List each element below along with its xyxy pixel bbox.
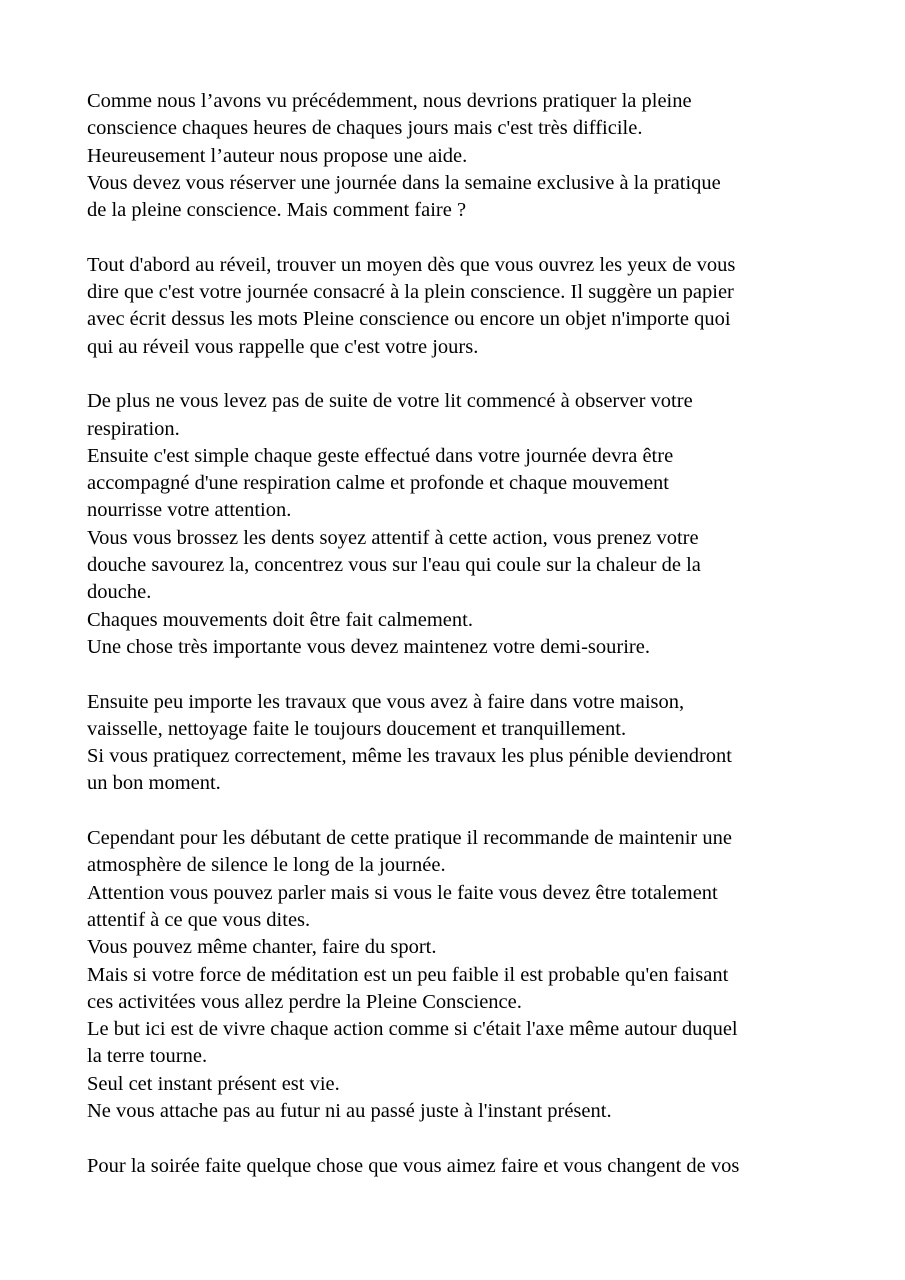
text-line: Vous pouvez même chanter, faire du sport. [87,936,437,959]
text-line: de la pleine conscience. Mais comment faire ? [87,199,467,222]
text-line: la terre tourne. [87,1045,208,1068]
text-line: Ensuite peu importe les travaux que vous avez à faire dans votre maison, [87,690,685,713]
text-line: nourrisse votre attention. [87,499,292,522]
text-line: respiration. [87,417,180,440]
text-line: Comme nous l’avons vu précédemment, nous devrions pratiquer la pleine [87,90,692,112]
text-line: douche savourez la, concentrez vous sur l'eau qui coule sur la chaleur de la [87,554,701,577]
text-line: vaisselle, nettoyage faite le toujours doucement et tranquillement. [87,717,627,740]
text-line: un bon moment. [87,772,221,795]
text-line: Tout d'abord au réveil, trouver un moyen dès que vous ouvrez les yeux de vous [87,253,736,276]
text-line: Cependant pour les débutant de cette pratique il recommande de maintenir une [87,827,732,850]
paragraph [87,252,827,361]
paragraph [87,88,827,224]
text-line: qui au réveil vous rappelle que c'est votre jours. [87,335,479,358]
text-line: Vous vous brossez les dents soyez attentif à cette action, vous prenez votre [87,526,699,549]
text-line: accompagné d'une respiration calme et profonde et chaque mouvement [87,472,670,495]
text-line: Ne vous attache pas au futur ni au passé juste à l'instant présent. [87,1099,612,1122]
text-line: attentif à ce que vous dites. [87,908,311,931]
text-line: De plus ne vous levez pas de suite de votre lit commencé à observer votre [87,390,693,413]
text-line: Le but ici est de vivre chaque action comme si c'était l'axe même autour duquel [87,1018,738,1041]
text-line: Ensuite c'est simple chaque geste effectué dans votre journée devra être [87,444,674,467]
paragraph [87,1153,827,1180]
text-line: ces activitées vous allez perdre la Pleine Conscience. [87,990,522,1013]
paragraph [87,825,827,1125]
text-line: Si vous pratiquez correctement, même les travaux les plus pénible deviendront [87,745,732,768]
text-line: Seul cet instant présent est vie. [87,1072,340,1095]
text-line: Chaques mouvements doit être fait calmement. [87,608,473,631]
text-line: avec écrit dessus les mots Pleine conscience ou encore un objet n'importe quoi [87,308,731,331]
text-line: Une chose très importante vous devez maintenez votre demi-sourire. [87,635,650,658]
document-body [87,88,827,1207]
paragraph [87,689,827,798]
text-line: douche. [87,581,152,604]
text-line: conscience chaques heures de chaques jours mais c'est très difficile. [87,117,643,140]
text-line: Mais si votre force de méditation est un peu faible il est probable qu'en faisant [87,963,729,986]
text-line: Heureusement l’auteur nous propose une aide. [87,144,468,167]
text-line: Attention vous pouvez parler mais si vous le faite vous devez être totalement [87,881,718,904]
text-line: Pour la soirée faite quelque chose que vous aimez faire et vous changent de vos [87,1154,740,1177]
paragraph [87,388,827,661]
text-line: dire que c'est votre journée consacré à la plein conscience. Il suggère un papier [87,281,734,304]
text-line: atmosphère de silence le long de la journée. [87,854,446,877]
text-line: Vous devez vous réserver une journée dans la semaine exclusive à la pratique [87,171,721,194]
